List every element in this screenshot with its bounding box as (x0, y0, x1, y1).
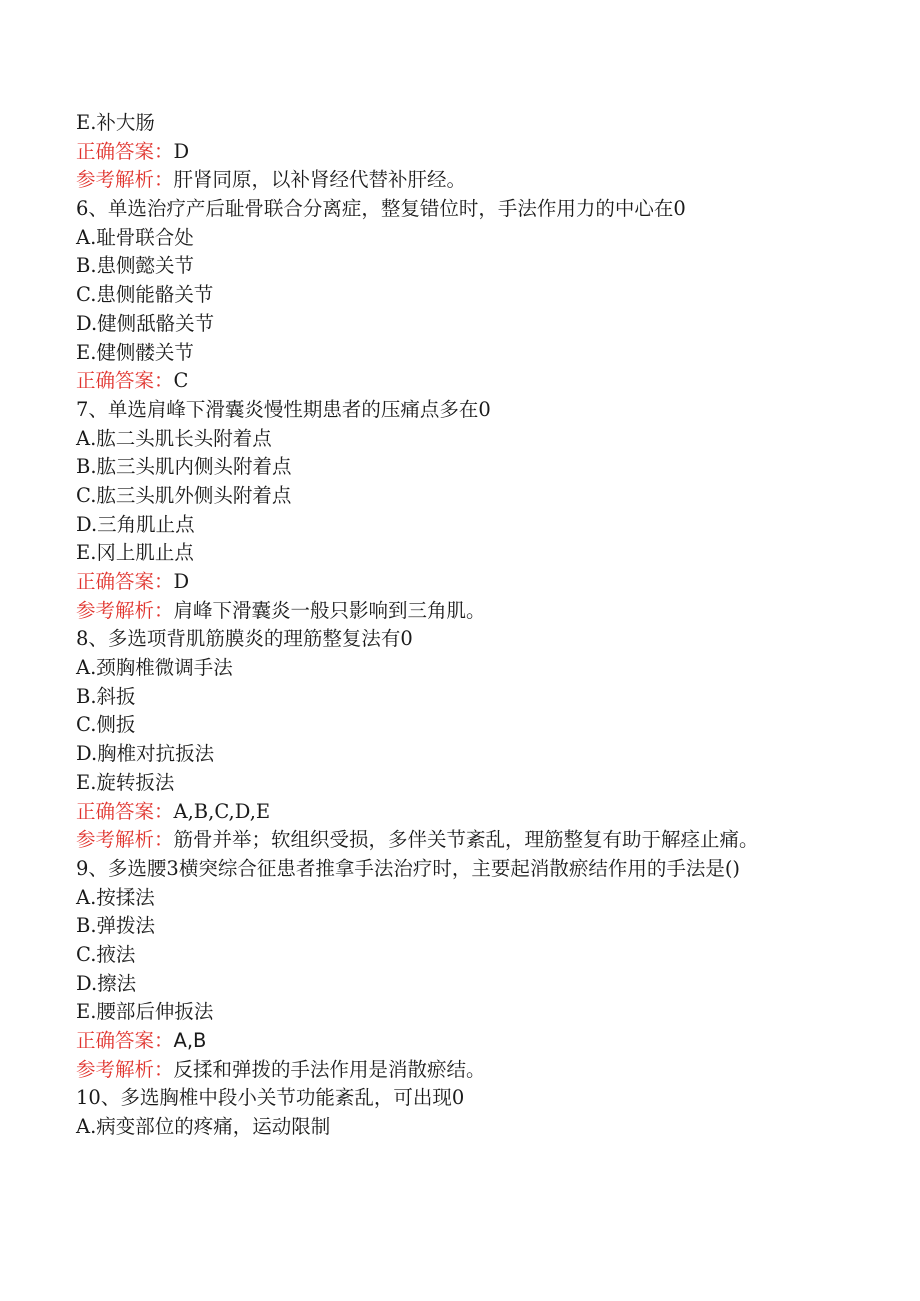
explanation-line (76, 597, 856, 626)
answer-option: E.补大肠 (76, 111, 155, 134)
answer-option: A.颈胸椎微调手法 (76, 656, 233, 680)
answer-option: B.患侧懿关节 (76, 254, 195, 278)
correct-answer-label: 正确答案： (76, 799, 174, 823)
correct-answer-line (76, 798, 856, 827)
answer-option: E.健侧髅关节 (76, 340, 194, 364)
answer-option: C.肱三头肌外侧头附着点 (76, 483, 292, 507)
explanation-label: 参考解析： (76, 168, 174, 192)
answer-option: A.按揉法 (76, 885, 155, 909)
answer-option: B.斜扳 (76, 684, 136, 708)
correct-answer-label: 正确答案： (76, 570, 174, 593)
question-stem: 6、单选治疗产后耻骨联合分离症，整复错位时，手法作用力的中心在0 (76, 197, 686, 221)
correct-answer-value: C (173, 369, 189, 393)
question-stem: 9、多选腰3横突综合征患者推拿手法治疗时，主要起消散瘀结作用的手法是() (76, 856, 741, 880)
correct-answer-label: 正确答案： (76, 139, 174, 163)
answer-option: D.健侧舐骼关节 (76, 311, 215, 335)
answer-option: A.耻骨联合处 (76, 225, 194, 249)
answer-option: E.旋转扳法 (76, 770, 175, 794)
explanation-line (76, 1056, 856, 1085)
correct-answer-value: D (173, 139, 190, 163)
answer-option: C.患侧能骼关节 (76, 283, 214, 307)
answer-option: C.掖法 (76, 942, 136, 966)
explanation-line (76, 166, 856, 195)
answer-option: E.腰部后伸扳法 (76, 1000, 214, 1024)
explanation-label: 参考解析： (76, 598, 174, 622)
answer-option: A.病变部位的疼痛，运动限制 (76, 1115, 331, 1139)
correct-answer-line (76, 367, 856, 396)
answer-option: B.肱三头肌内侧头附着点 (76, 455, 292, 479)
explanation-text: 筋骨并举；软组织受损，多伴关节紊乱，理筋整复有助于解痉止痛。 (173, 828, 759, 852)
document-page (76, 109, 856, 1142)
answer-option: D.擦法 (76, 971, 137, 995)
explanation-label: 参考解析： (76, 828, 174, 852)
correct-answer-label: 正确答案： (76, 369, 174, 393)
correct-answer-line (76, 138, 856, 167)
answer-option: A.肱二头肌长头附着点 (76, 426, 272, 450)
explanation-text: 反揉和弹拨的手法作用是消散瘀结。 (173, 1057, 486, 1081)
explanation-text: 肝肾同原，以补肾经代替补肝经。 (173, 168, 467, 192)
question-stem: 10、多选胸椎中段小关节功能紊乱，可出现0 (76, 1086, 465, 1110)
correct-answer-label: 正确答案： (76, 1029, 174, 1053)
correct-answer-line (76, 568, 856, 597)
answer-option: E.冈上肌止点 (76, 541, 194, 565)
explanation-line (76, 826, 856, 855)
correct-answer-value: A,B (173, 1029, 207, 1053)
question-stem: 8、多选项背肌筋膜炎的理筋整复法有0 (76, 627, 413, 651)
correct-answer-value: A,B,C,D,E (173, 799, 271, 823)
answer-option: D.三角肌止点 (76, 512, 195, 536)
explanation-label: 参考解析： (76, 1057, 174, 1081)
answer-option: B.弹拨法 (76, 914, 156, 938)
answer-option: C.侧扳 (76, 713, 136, 737)
answer-option: D.胸椎对抗扳法 (76, 742, 215, 766)
explanation-text: 肩峰下滑囊炎一般只影响到三角肌。 (173, 598, 486, 622)
correct-answer-line (76, 1027, 856, 1056)
correct-answer-value: D (173, 570, 190, 593)
question-stem: 7、单选肩峰下滑囊炎慢性期患者的压痛点多在0 (76, 397, 491, 421)
